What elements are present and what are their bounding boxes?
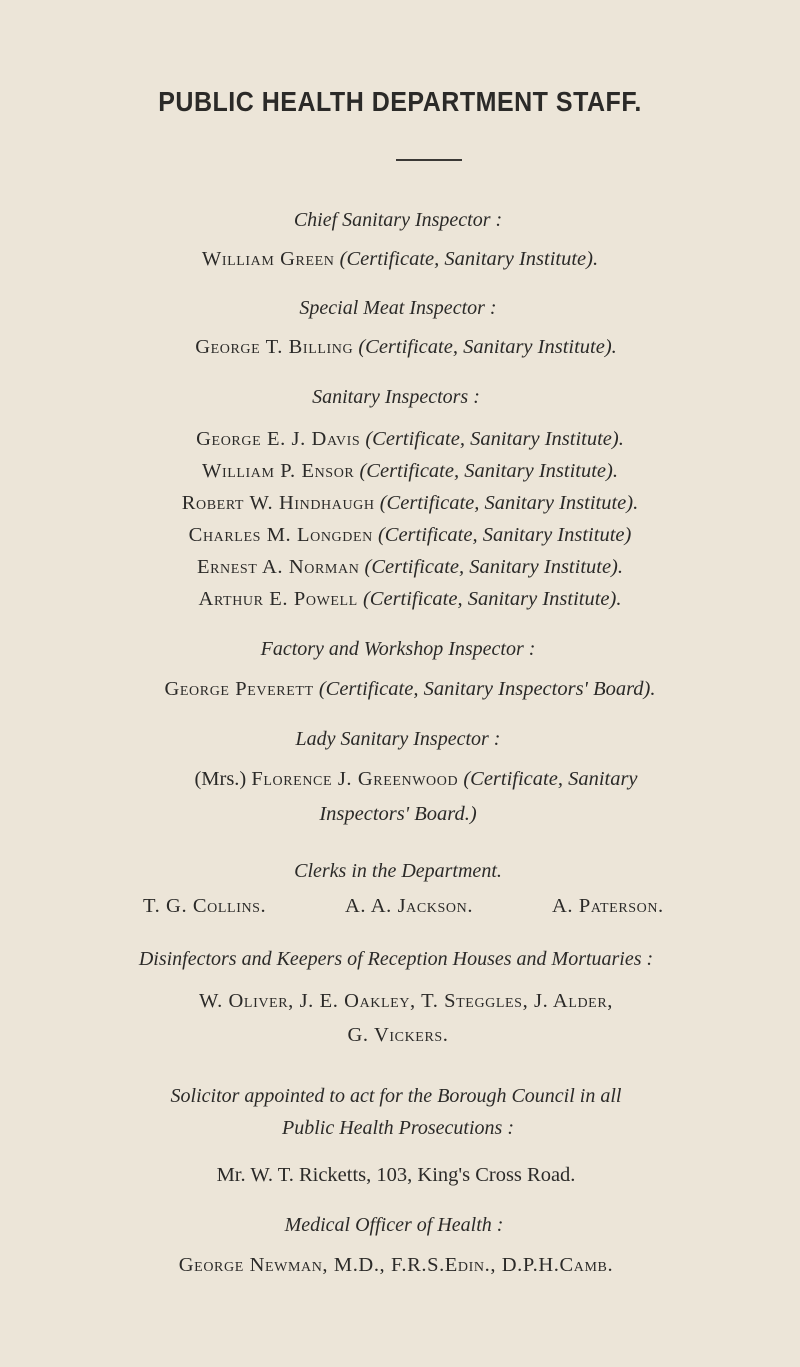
meat-inspector-qualification: (Certificate, Sanitary Institute). <box>358 336 617 358</box>
factory-inspector-entry <box>10 676 800 702</box>
chief-inspector-qualification: (Certificate, Sanitary Institute). <box>339 248 599 270</box>
inspector-qualification: (Certificate, Sanitary Institute). <box>359 460 618 482</box>
inspector-qualification: (Certificate, Sanitary Institute). <box>364 556 624 578</box>
meat-inspector-entry <box>6 334 800 360</box>
disinfectors-role: Disinfectors and Keepers of Reception Houses and Mortuaries : <box>138 948 654 970</box>
sanitary-inspector-row <box>10 490 800 516</box>
inspector-name: George E. J. Davis <box>196 428 361 450</box>
chief-inspector-entry <box>0 246 800 272</box>
moh-role: Medical Officer of Health : <box>284 1214 504 1236</box>
lady-inspector-entry <box>16 766 800 792</box>
factory-inspector-name: George Peverett <box>164 678 314 700</box>
sanitary-inspector-row <box>10 426 800 452</box>
clerks-role: Clerks in the Department. <box>294 860 502 882</box>
lady-inspector-role: Lady Sanitary Inspector : <box>295 728 501 750</box>
clerk-name: T. G. Collins. <box>143 895 267 917</box>
sanitary-inspectors-role: Sanitary Inspectors : <box>312 386 480 408</box>
sanitary-inspector-row <box>10 458 800 484</box>
inspector-name: Arthur E. Powell <box>198 588 358 610</box>
inspector-qualification: (Certificate, Sanitary Institute). <box>365 428 624 450</box>
solicitor-role-cont: Public Health Prosecutions : <box>282 1117 514 1139</box>
clerk-name: A. A. Jackson. <box>345 895 474 917</box>
inspector-name: Charles M. Longden <box>188 524 373 546</box>
factory-inspector-qualification: (Certificate, Sanitary Inspectors' Board). <box>318 678 656 700</box>
inspector-qualification: (Certificate, Sanitary Institute). <box>379 492 639 514</box>
chief-inspector-role: Chief Sanitary Inspector : <box>293 209 503 231</box>
sanitary-inspector-row <box>10 554 800 580</box>
lady-inspector-qualification: (Certificate, Sanitary <box>463 768 638 790</box>
lady-inspector-qualification-cont: Inspectors' Board.) <box>319 803 477 825</box>
chief-inspector-name: William Green <box>201 248 335 270</box>
lady-inspector-name: Florence J. Greenwood <box>251 768 459 790</box>
clerk-name: A. Paterson. <box>552 895 664 917</box>
meat-inspector-name: George T. Billing <box>195 336 354 358</box>
inspector-name: Robert W. Hindhaugh <box>181 492 375 514</box>
page-title: PUBLIC HEALTH DEPARTMENT STAFF. <box>158 86 642 118</box>
moh-name: George Newman, M.D., F.R.S.Edin., D.P.H.Camb. <box>178 1254 614 1276</box>
inspector-qualification: (Certificate, Sanitary Institute) <box>377 524 632 546</box>
disinfectors-names-cont: G. Vickers. <box>347 1024 449 1046</box>
inspector-qualification: (Certificate, Sanitary Institute). <box>362 588 622 610</box>
solicitor-role: Solicitor appointed to act for the Borough Council in all <box>170 1085 622 1107</box>
lady-inspector-prefix: (Mrs.) <box>194 768 247 790</box>
sanitary-inspector-row <box>10 522 800 548</box>
factory-inspector-role: Factory and Workshop Inspector : <box>260 638 536 660</box>
inspector-name: William P. Ensor <box>202 460 355 482</box>
divider-rule <box>396 159 462 161</box>
meat-inspector-role: Special Meat Inspector : <box>299 297 497 319</box>
inspector-name: Ernest A. Norman <box>196 556 360 578</box>
disinfectors-names: W. Oliver, J. E. Oakley, T. Steggles, J. Alder, <box>199 990 613 1012</box>
sanitary-inspector-row <box>10 586 800 612</box>
solicitor-entry: Mr. W. T. Ricketts, 103, King's Cross Road. <box>216 1164 576 1186</box>
